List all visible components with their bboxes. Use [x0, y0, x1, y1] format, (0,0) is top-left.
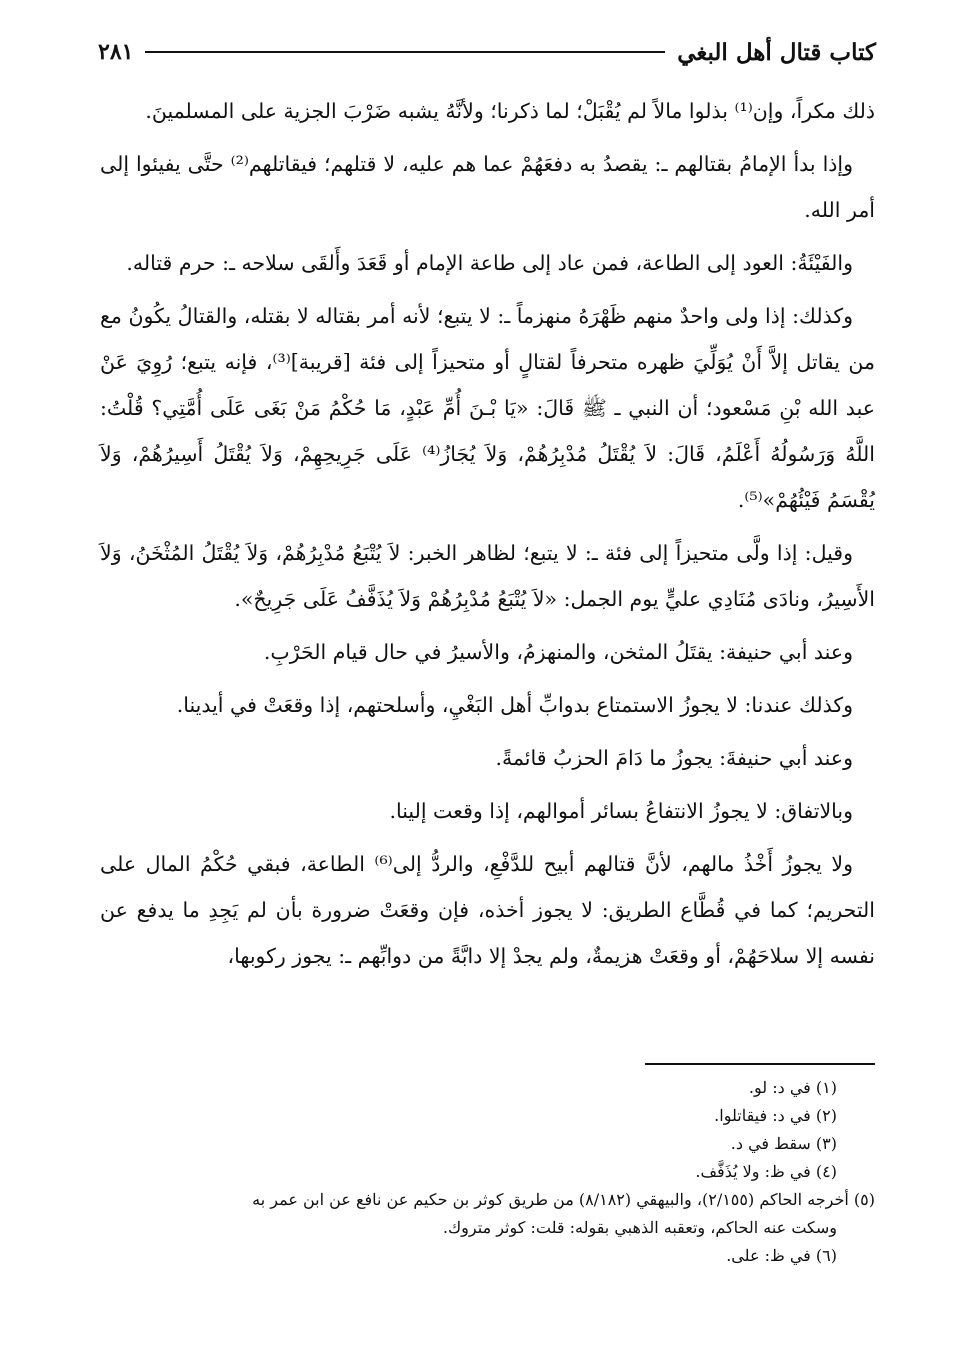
paragraph: وعند أبي حنيفة: يقتَلُ المثخن، والمنهزمُ، والأسيرُ في حال قيام الحَرْبِ. [263, 640, 853, 664]
paragraph: ذلك مكراً، وإن⁽¹⁾ بذلوا مالاً لم يُقْبَلْ؛ لما ذكرنا؛ ولأنَّهُ يشبه ضَرْبَ الجزية على المسلمينَ. [145, 99, 875, 123]
page-header [98, 32, 876, 72]
running-title: كتاب قتال أهل البغي [677, 38, 876, 66]
main-text [100, 88, 875, 986]
footnote-separator [645, 1063, 875, 1065]
paragraph: والفَيْئَةُ: العود إلى الطاعة، فمن عاد إلى طاعة الإمام أو قَعَدَ وأَلقَى سلاحه ـ: حرم قتاله. [126, 251, 853, 275]
footnote: (١) في د: لو. [748, 1078, 837, 1097]
footnote: (٦) في ظ: على. [726, 1246, 837, 1265]
paragraph: وبالاتفاق: لا يجوزُ الانتفاعُ بسائر أموالهم، إذا وقعت إلينا. [389, 799, 853, 823]
footnote: (٥) أخرجه الحاكم (٢/١٥٥)، والبيهقي (٨/١٨٢) من طريق كوثر بن حكيم عن نافع عن ابن عمر به [252, 1190, 875, 1209]
header-rule [145, 51, 665, 53]
paragraph: وكذلك عندنا: لا يجوزُ الاستمتاع بدوابِّ أهل البَغْيِ، وأسلحتهم، إذا وقعَتْ في أيدينا. [176, 693, 853, 717]
page-number: ٢٨١ [98, 39, 134, 65]
footnote: (٤) في ظ: ولا يُذَفَّف. [695, 1162, 837, 1181]
paragraph: ولا يجوزُ أَخْذُ مالهم، لأنَّ قتالهم أبيح للدَّفْعِ، والردُّ إلى⁽⁶⁾ الطاعة، فبقي حُكْمُ المال على التحريم؛ كما في قُطَّاع الطريق: لا يجوز أخذه، فإن وقعَتْ ضرورة بأن لم يَجِدِ ما يدفع عن نفسه إلا سلاحَهُمْ، أو وقعَتْ هزيمةٌ، ولم يجدْ إلا دابَّةً من دوابِّهم ـ: يجوز ركوبها، [100, 852, 875, 968]
paragraph: وقيل: إذا ولَّى متحيزاً إلى فئة ـ: لا يتبع؛ لظاهر الخبر: لاَ يُتْبَعُ مُدْبِرُهُمْ، وَلاَ يُقْتَلُ المُثْخَنُ، وَلاَ الأَسِيرُ، ونادَى مُنَادِي عليٍّ يوم الجمل: «لاَ يُتْبَعُ مُدْبِرُهُمْ وَلاَ يُذَفَّفُ عَلَى جَرِيحٌ». [100, 541, 875, 611]
footnote: (٣) سقط في د. [730, 1134, 837, 1153]
paragraph: وعند أبي حنيفةَ: يجوزُ ما دَامَ الحزبُ قائمةً. [495, 746, 853, 770]
paragraph: وكذلك: إذا ولى واحدٌ منهم ظَهْرَهُ منهزماً ـ: لا يتبع؛ لأنه أمر بقتاله لا بقتله، والقتالُ يكُونُ مع من يقاتل إلاَّ أَنْ يُوَلِّيَ ظهره متحرفاً لقتالٍ أو متحيزاً إلى فئة [قريبة]⁽³⁾، فإنه يتبع؛ رُوِيَ عَنْ عبد الله بْنِ مَسْعود؛ أن النبي ـ ﷺ قَالَ: «يَا بْـنَ أُمِّ عَبْدٍ، مَا حُكْمُ مَنْ بَغَى عَلَى أُمَّتِي؟ قُلْتُ: اللَّهُ وَرَسُولُهُ أَعْلَمُ، قَالَ: لاَ يُقْتَلُ مُدْبِرُهُمْ، وَلاَ يُجَازُ⁽⁴⁾ عَلَى جَرِيحِهِمْ، وَلاَ يُقْتَلُ أَسِيرُهُمْ، وَلاَ يُقْسَمُ فَيْئُهُمْ»⁽⁵⁾. [100, 304, 875, 512]
paragraph: وإذا بدأ الإمامُ بقتالهم ـ: يقصدُ به دفعَهُمْ عما هم عليه، لا قتلهم؛ فيقاتلهم⁽²⁾ حتَّى يفيئوا إلى أمر الله. [100, 152, 875, 222]
footnotes [100, 1074, 875, 1270]
footnote-continuation: وسكت عنه الحاكم، وتعقبه الذهبي بقوله: قلت: كوثر متروك. [442, 1218, 837, 1237]
footnote: (٢) في د: فيقاتلوا. [714, 1106, 837, 1125]
